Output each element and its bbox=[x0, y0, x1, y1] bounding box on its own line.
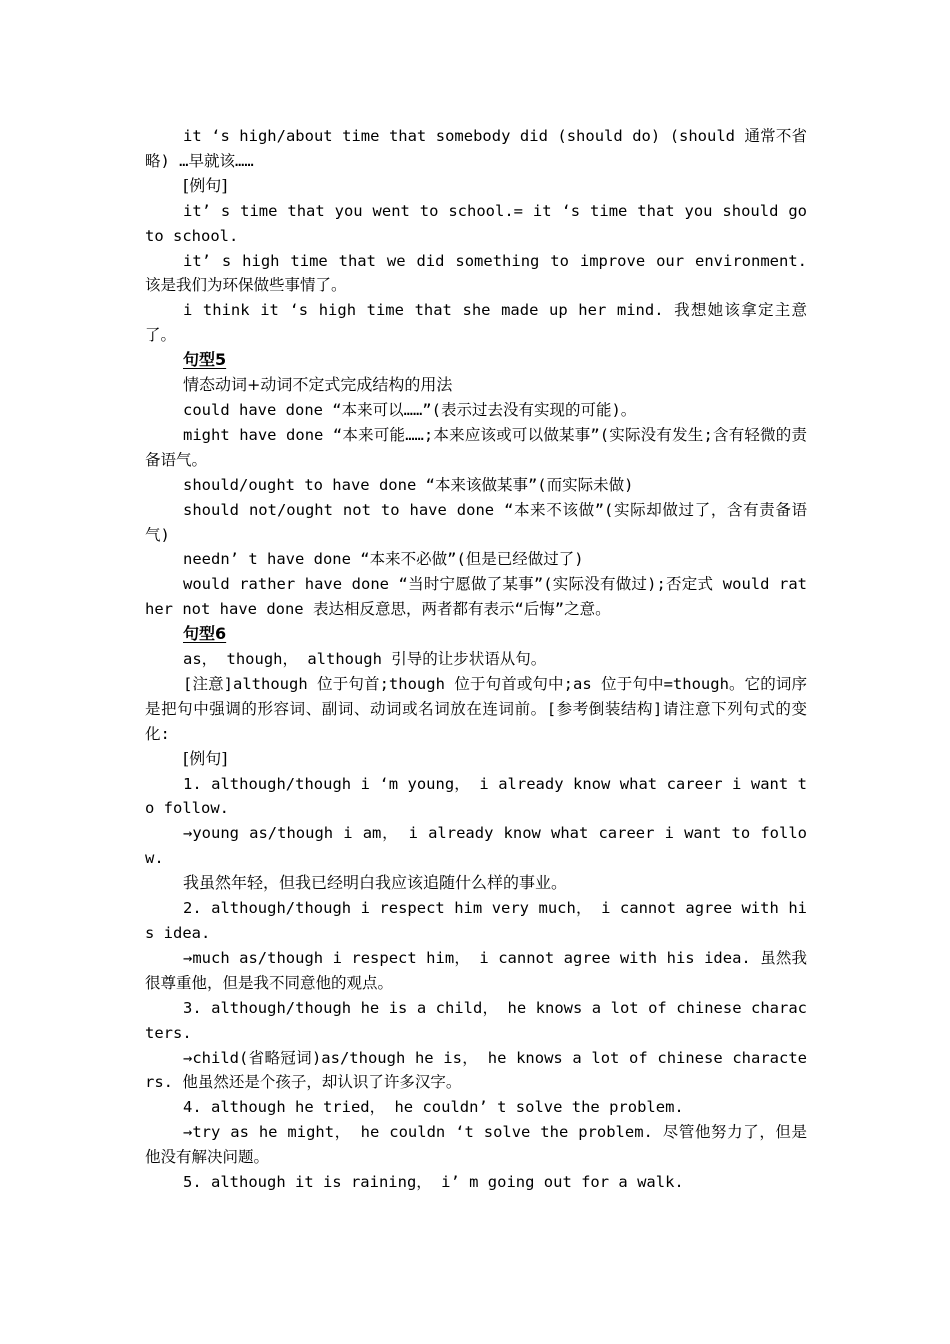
example-sentence: it’ s time that you went to school.= it ‘s time that you should go to school. bbox=[145, 201, 807, 245]
document-page bbox=[145, 124, 807, 1195]
example-sentence: 1. although/though i ‘m young， i already know what career i want to follow. bbox=[145, 774, 807, 818]
usage-item: could have done “本来可以……”(表示过去没有实现的可能)。 bbox=[183, 400, 637, 419]
section-title: 情态动词+动词不定式完成结构的用法 bbox=[183, 375, 453, 395]
heading-text: 句型5 bbox=[183, 350, 227, 370]
example-sentence: 5. although it is raining， i’ m going out for a walk. bbox=[183, 1173, 684, 1192]
example-sentence: 4. although he tried， he couldn’ t solve the problem. bbox=[183, 1098, 684, 1117]
usage-item: should/ought to have done “本来该做某事”(而实际未做) bbox=[183, 475, 634, 494]
heading-text: 句型6 bbox=[183, 624, 227, 644]
example-sentence: →young as/though i am， i already know what career i want to follow. bbox=[145, 824, 807, 868]
section-title: as， though， although 引导的让步状语从句。 bbox=[183, 650, 547, 669]
usage-item: should not/ought not to have done “本来不该做”(实际却做过了，含有责备语气) bbox=[145, 500, 807, 544]
usage-item: might have done “本来可能……;本来应该或可以做某事”(实际没有发生;含有轻微的责备语气。 bbox=[145, 425, 807, 469]
example-sentence: →try as he might， he couldn ‘t solve the problem. 尽管他努力了，但是他没有解决问题。 bbox=[145, 1123, 807, 1167]
example-sentence: →child(省略冠词)as/though he is， he knows a lot of chinese characters. 他虽然还是个孩子，却认识了许多汉字。 bbox=[145, 1048, 807, 1092]
example-sentence: →much as/though i respect him， i cannot agree with his idea. 虽然我很尊重他，但是我不同意他的观点。 bbox=[145, 948, 807, 992]
example-sentence: it’ s high time that we did something to improve our environment. 该是我们为环保做些事情了。 bbox=[145, 251, 807, 295]
example-sentence: 3. although/though he is a child， he knows a lot of chinese characters. bbox=[145, 998, 807, 1042]
example-sentence: 2. although/though i respect him very much， i cannot agree with his idea. bbox=[145, 899, 807, 942]
example-translation: 我虽然年轻，但我已经明白我应该追随什么样的事业。 bbox=[183, 873, 568, 893]
time-pattern-rule: it ‘s high/about time that somebody did (should do) (should 通常不省略) …早就该…… bbox=[145, 127, 807, 170]
section-heading-pattern-5 bbox=[145, 348, 807, 373]
section-heading-pattern-6 bbox=[145, 622, 807, 647]
usage-item: would rather have done “当时宁愿做了某事”(实际没有做过);否定式 would rather not have done 表达相反意思，两者都有表示“后悔”之意。 bbox=[145, 575, 807, 619]
usage-item: needn’ t have done “本来不必做”(但是已经做过了) bbox=[183, 550, 584, 569]
example-label: [例句] bbox=[183, 175, 228, 195]
example-sentence: i think it ‘s high time that she made up her mind. 我想她该拿定主意了。 bbox=[145, 301, 807, 345]
note-paragraph: [注意]although 位于句首;though 位于句首或句中;as 位于句中=though。它的词序是把句中强调的形容词、副词、动词或名词放在连词前。[参考倒装结构]请注意下列句式的变化: bbox=[145, 674, 807, 743]
example-label: [例句] bbox=[183, 748, 228, 768]
